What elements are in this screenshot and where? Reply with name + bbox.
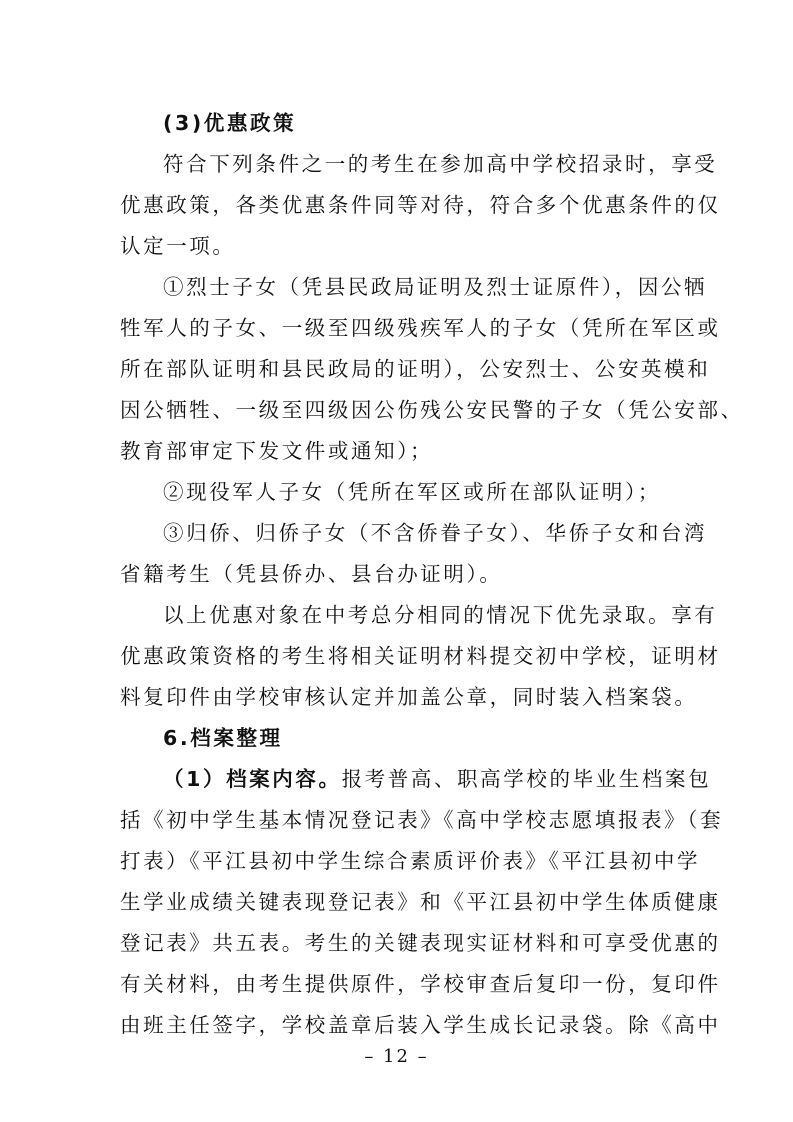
paragraph-line: 所在部队证明和县民政局的证明），公安烈士、公安英模和 [120, 357, 711, 381]
paragraph-line: 由班主任签字，学校盖章后装入学生成长记录袋。除《高中 [120, 1013, 721, 1037]
paragraph-line: 打表）《平江县初中学生综合素质评价表》《平江县初中学 [120, 849, 701, 873]
paragraph-line: 括《初中学生基本情况登记表》《高中学校志愿填报表》（套 [120, 808, 724, 832]
paragraph-line: 有关材料，由考生提供原件，学校审查后复印一份，复印件 [120, 972, 721, 996]
paragraph-line: 以上优惠对象在中考总分相同的情况下优先录取。享有 [163, 603, 718, 627]
archive-content-text: 报考普高、职高学校的毕业生档案包 [341, 767, 712, 791]
paragraph-line: 优惠政策，各类优惠条件同等对待，符合多个优惠条件的仅 [120, 193, 721, 217]
paragraph-line: 因公牺牲、一级至四级因公伤残公安民警的子女（凭公安部、 [120, 398, 744, 422]
paragraph-line: 优惠政策资格的考生将相关证明材料提交初中学校，证明材 [120, 644, 721, 668]
paragraph-line: 牲军人的子女、一级至四级残疾军人的子女（凭所在军区或 [120, 316, 721, 340]
paragraph-line [163, 764, 712, 794]
paragraph-line: ②现役军人子女（凭所在军区或所在部队证明）； [163, 480, 661, 504]
paragraph-line: 符合下列条件之一的考生在参加高中学校招录时，享受 [163, 152, 718, 176]
paragraph-line: 教育部审定下发文件或通知）； [120, 439, 434, 463]
paragraph-line: 生学业成绩关键表现登记表》和《平江县初中学生体质健康 [120, 890, 721, 914]
section-heading-archive: 6.档案整理 [163, 726, 283, 750]
paragraph-line: 省籍考生（凭县侨办、县台办证明）。 [120, 562, 503, 586]
section-heading-preferential-policy: (3)优惠政策 [163, 111, 297, 135]
page-number: – 12 – [364, 1046, 429, 1067]
paragraph-line: 登记表》共五表。考生的关键表现实证材料和可享受优惠的 [120, 931, 721, 955]
paragraph-line: ③归侨、归侨子女（不含侨眷子女）、华侨子女和台湾 [163, 521, 708, 545]
paragraph-line: 认定一项。 [120, 234, 236, 258]
paragraph-line: ①烈士子女（凭县民政局证明及烈士证原件），因公牺 [163, 275, 708, 299]
archive-content-label: （1）档案内容。 [163, 767, 342, 791]
paragraph-line: 料复印件由学校审核认定并加盖公章，同时装入档案袋。 [120, 685, 698, 709]
